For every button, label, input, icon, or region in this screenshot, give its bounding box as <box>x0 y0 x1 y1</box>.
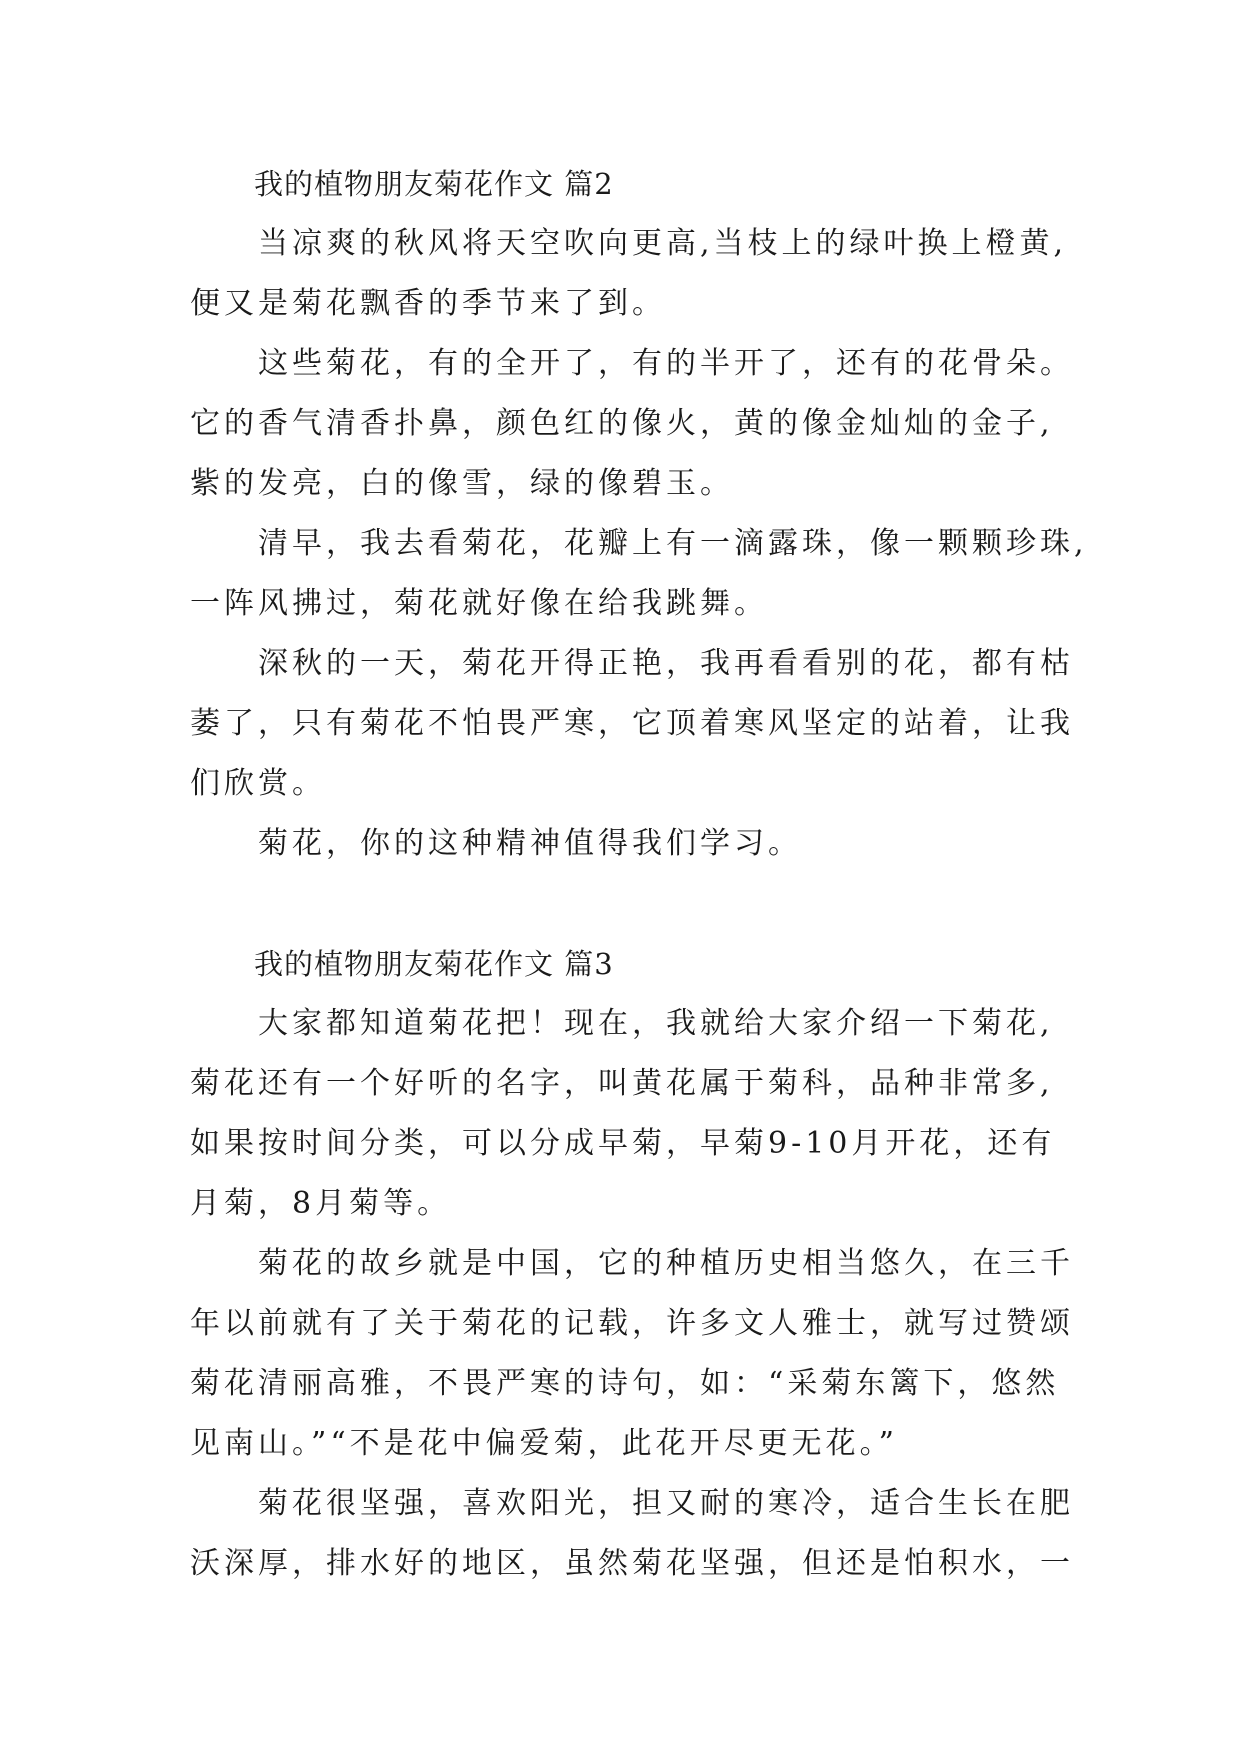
text-line: 紫的发亮，白的像雪，绿的像碧玉。 <box>190 466 734 501</box>
text-line: 它的香气清香扑鼻，颜色红的像火，黄的像金灿灿的金子, <box>190 406 1054 441</box>
text-line: 便又是菊花飘香的季节来了到。 <box>190 286 666 321</box>
text-line: 年以前就有了关于菊花的记载，许多文人雅士，就写过赞颂 <box>190 1306 1074 1341</box>
text-line: 沃深厚，排水好的地区，虽然菊花坚强，但还是怕积水，一 <box>190 1546 1074 1581</box>
paragraph <box>190 214 1070 334</box>
text-line: 萎了，只有菊花不怕畏严寒，它顶着寒风坚定的站着，让我 <box>190 706 1074 741</box>
text-line: 见南山。”“不是花中偏爱菊，此花开尽更无花。” <box>190 1426 899 1461</box>
paragraph <box>190 994 1070 1234</box>
text-line: 菊花很坚强，喜欢阳光，担又耐的寒冷，适合生长在肥 <box>258 1486 1074 1521</box>
text-line: 大家都知道菊花把！现在，我就给大家介绍一下菊花, <box>258 1006 1054 1041</box>
essay-section-2 <box>190 154 1088 874</box>
section-title: 我的植物朋友菊花作文 篇3 <box>254 947 614 981</box>
text-line: 月菊，8月菊等。 <box>190 1186 452 1221</box>
text-line: 一阵风拂过，菊花就好像在给我跳舞。 <box>190 586 768 621</box>
paragraph <box>190 634 1074 814</box>
text-line: 如果按时间分类，可以分成早菊，早菊9-10月开花，还有 <box>190 1126 1056 1161</box>
text-line: 们欣赏。 <box>190 766 326 801</box>
text-line: 深秋的一天，菊花开得正艳，我再看看别的花，都有枯 <box>258 646 1074 681</box>
section-gap <box>190 874 1070 934</box>
text-line: 菊花，你的这种精神值得我们学习。 <box>258 826 802 861</box>
text-line: 这些菊花，有的全开了，有的半开了，还有的花骨朵。 <box>258 346 1074 381</box>
paragraph <box>190 1234 1074 1474</box>
paragraph <box>190 514 1088 634</box>
paragraph <box>190 334 1074 514</box>
text-line: 菊花的故乡就是中国，它的种植历史相当悠久，在三千 <box>258 1246 1074 1281</box>
paragraph <box>190 1474 1074 1594</box>
text-line: 当凉爽的秋风将天空吹向更高,当枝上的绿叶换上橙黄, <box>258 226 1068 261</box>
document-body <box>190 154 1088 1594</box>
text-line: 菊花还有一个好听的名字，叫黄花属于菊科，品种非常多, <box>190 1066 1054 1101</box>
paragraph <box>190 814 1070 874</box>
section-title: 我的植物朋友菊花作文 篇2 <box>254 167 614 201</box>
text-line: 清早，我去看菊花，花瓣上有一滴露珠，像一颗颗珍珠, <box>258 526 1088 561</box>
essay-section-3 <box>190 934 1074 1594</box>
text-line: 菊花清丽高雅，不畏严寒的诗句，如：“采菊东篱下，悠然 <box>190 1366 1060 1401</box>
